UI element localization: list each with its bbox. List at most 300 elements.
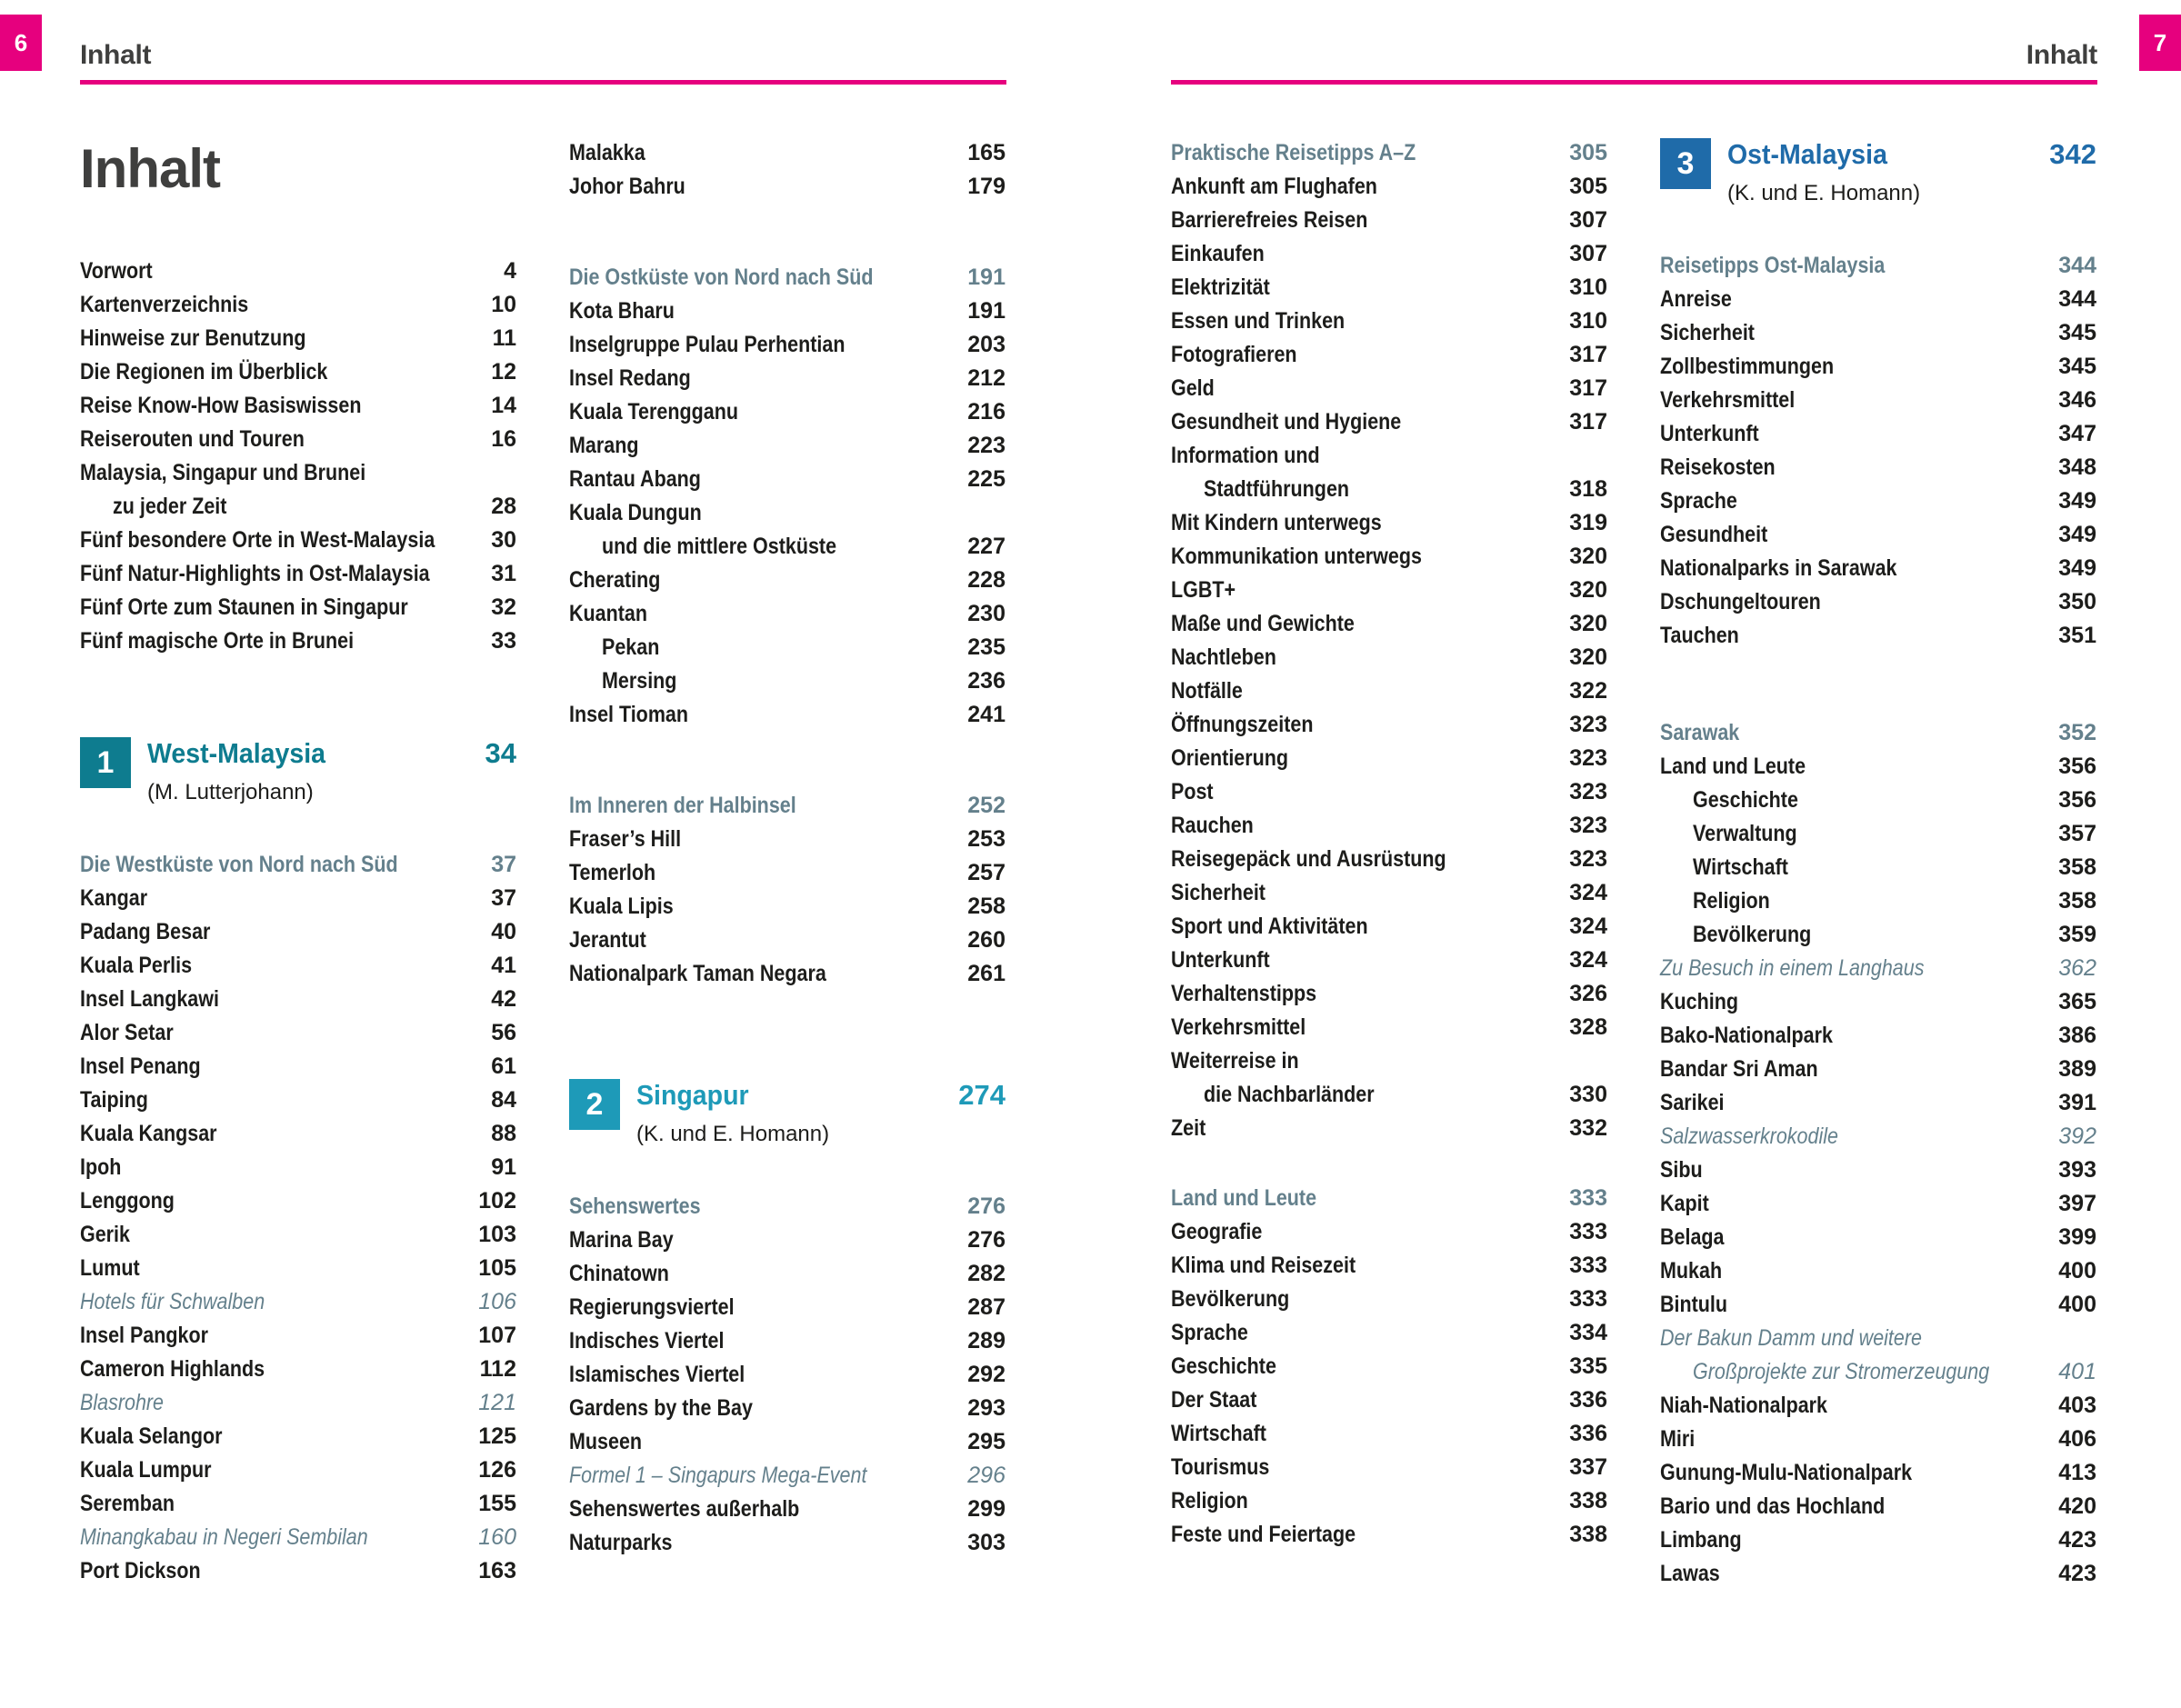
toc-entry (569, 496, 1005, 530)
entry-page-number: 349 (2058, 522, 2096, 547)
toc-entry (80, 1521, 516, 1554)
toc-entry (1171, 1011, 1607, 1044)
toc-entry (1171, 1417, 1607, 1451)
toc-subheading (569, 789, 1005, 823)
toc-entry (80, 983, 516, 1016)
entry-label: Geld (1171, 375, 1215, 401)
toc-entry (1660, 1355, 2096, 1389)
toc-subheading (1171, 1182, 1607, 1215)
entry-page-number: 307 (1569, 207, 1607, 233)
entry-label: Unterkunft (1660, 421, 1759, 446)
toc-entry (80, 1218, 516, 1252)
toc-entry (80, 1084, 516, 1117)
toc-entry (1660, 518, 2096, 552)
entry-label: Geschichte (1171, 1353, 1276, 1379)
toc-entry (80, 255, 516, 288)
entry-page-number: 336 (1569, 1387, 1607, 1413)
toc-entry (1660, 1389, 2096, 1423)
toc-entry (569, 1324, 1005, 1358)
entry-label: Gerik (80, 1222, 130, 1247)
entry-label: Fünf Orte zum Staunen in Singapur (80, 594, 408, 620)
entry-label: Geografie (1171, 1219, 1263, 1244)
entry-page-number: 423 (2058, 1527, 2096, 1553)
entry-label: und die mittlere Ostküste (602, 534, 837, 559)
entry-page-number: 191 (967, 298, 1005, 324)
toc-entry (569, 631, 1005, 664)
entry-page-number: 333 (1569, 1286, 1607, 1312)
entry-page-number: 84 (491, 1087, 516, 1113)
toc-entry (80, 1151, 516, 1184)
entry-label: Rauchen (1171, 813, 1254, 838)
entry-page-number: 107 (478, 1323, 516, 1348)
toc-entry (1171, 305, 1607, 338)
header-rule-right (1171, 80, 2097, 85)
entry-label: Naturparks (569, 1530, 673, 1555)
entry-page-number: 261 (967, 961, 1005, 986)
entry-page-number: 32 (491, 594, 516, 620)
entry-page-number: 30 (491, 527, 516, 553)
entry-label: die Nachbarländer (1204, 1082, 1375, 1107)
toc-column-4 (1660, 136, 2096, 1591)
chapter-number-badge: 2 (569, 1079, 620, 1130)
entry-page-number: 391 (2058, 1090, 2096, 1115)
entry-page-number: 318 (1569, 476, 1607, 502)
entry-label: Sarikei (1660, 1090, 1725, 1115)
toc-entry (1171, 170, 1607, 204)
entry-page-number: 310 (1569, 275, 1607, 300)
columns-right-page (1091, 136, 2181, 1591)
entry-label: Kommunikation unterwegs (1171, 544, 1422, 569)
entry-page-number: 310 (1569, 308, 1607, 334)
entry-page-number: 358 (2058, 854, 2096, 880)
entry-label: Johor Bahru (569, 174, 685, 199)
entry-label: Kuala Selangor (80, 1423, 223, 1449)
toc-entry (569, 1392, 1005, 1425)
entry-label: Nachtleben (1171, 644, 1276, 670)
toc-entry (1171, 876, 1607, 910)
subheading-page-number: 305 (1569, 140, 1607, 165)
toc-entry (1171, 473, 1607, 506)
toc-entry (1660, 1086, 2096, 1120)
toc-entry (569, 957, 1005, 991)
entry-page-number: 323 (1569, 745, 1607, 771)
toc-entry (1660, 1423, 2096, 1456)
entry-label: Öffnungszeiten (1171, 712, 1314, 737)
toc-entry (80, 1353, 516, 1386)
toc-entry (80, 624, 516, 658)
toc-entry (569, 1459, 1005, 1493)
toc-entry (1660, 1221, 2096, 1254)
entry-label: Kuala Perlis (80, 953, 193, 978)
toc-entry (1660, 1187, 2096, 1221)
entry-page-number: 258 (967, 894, 1005, 919)
entry-page-number: 28 (491, 494, 516, 519)
toc-entry (1660, 1557, 2096, 1591)
entry-label: Regierungsviertel (569, 1294, 735, 1320)
toc-entry (569, 1358, 1005, 1392)
toc-entry (1660, 817, 2096, 851)
toc-subheading (80, 848, 516, 882)
toc-entry (80, 915, 516, 949)
entry-label: Einkaufen (1171, 241, 1265, 266)
entry-page-number: 334 (1569, 1320, 1607, 1345)
entry-label: Verwaltung (1693, 821, 1797, 846)
toc-subheading (569, 261, 1005, 295)
entry-label: Stadtführungen (1204, 476, 1350, 502)
entry-label: Miri (1660, 1426, 1696, 1452)
toc-entry (1171, 1078, 1607, 1112)
entry-label: Religion (1171, 1488, 1248, 1513)
toc-entry (569, 170, 1005, 204)
entry-label: Zollbestimmungen (1660, 354, 1835, 379)
entry-page-number: 337 (1569, 1454, 1607, 1480)
entry-page-number: 359 (2058, 922, 2096, 947)
toc-entry (1660, 283, 2096, 316)
entry-page-number: 216 (967, 399, 1005, 425)
toc-entry (569, 698, 1005, 732)
entry-label: Post (1171, 779, 1214, 804)
entry-label: Fraser’s Hill (569, 826, 682, 852)
entry-page-number: 4 (504, 258, 516, 284)
toc-entry (569, 1425, 1005, 1459)
entry-page-number: 223 (967, 433, 1005, 458)
entry-page-number: 236 (967, 668, 1005, 694)
toc-entry (1660, 585, 2096, 619)
entry-label: Jerantut (569, 927, 646, 953)
toc-entry (569, 924, 1005, 957)
toc-entry (569, 295, 1005, 328)
spacer (80, 658, 516, 735)
entry-page-number: 292 (967, 1362, 1005, 1387)
entry-label: Fünf magische Orte in Brunei (80, 628, 355, 654)
toc-entry (1171, 1383, 1607, 1417)
toc-entry (569, 1257, 1005, 1291)
toc-entry (80, 1252, 516, 1285)
spacer (1171, 1145, 1607, 1182)
entry-page-number: 126 (478, 1457, 516, 1483)
page-left (0, 0, 1090, 1708)
entry-label: Essen und Trinken (1171, 308, 1346, 334)
subheading-label: Praktische Reisetipps A–Z (1171, 140, 1416, 165)
toc-subheading (1660, 716, 2096, 750)
entry-label: Fotografieren (1171, 342, 1297, 367)
entry-label: Großprojekte zur Stromerzeugung (1693, 1359, 1990, 1384)
subheading-page-number: 333 (1569, 1185, 1607, 1211)
toc-entry (80, 1453, 516, 1487)
subheading-page-number: 344 (2058, 253, 2096, 278)
toc-entry (1171, 1283, 1607, 1316)
entry-page-number: 296 (967, 1463, 1005, 1488)
entry-label: Wirtschaft (1693, 854, 1788, 880)
entry-page-number: 347 (2058, 421, 2096, 446)
entry-label: Zu Besuch in einem Langhaus (1660, 955, 1925, 981)
toc-entry (569, 597, 1005, 631)
entry-label: Kartenverzeichnis (80, 292, 249, 317)
entry-label: Kuantan (569, 601, 647, 626)
entry-label: Bario und das Hochland (1660, 1493, 1886, 1519)
entry-page-number: 401 (2058, 1359, 2096, 1384)
subheading-page-number: 352 (2058, 720, 2096, 745)
entry-label: Sehenswertes außerhalb (569, 1496, 800, 1522)
entry-page-number: 358 (2058, 888, 2096, 914)
entry-label: Mit Kindern unterwegs (1171, 510, 1382, 535)
entry-page-number: 61 (491, 1054, 516, 1079)
toc-entry (1660, 451, 2096, 484)
entry-label: Bintulu (1660, 1292, 1728, 1317)
running-header-right: Inhalt (2026, 40, 2097, 70)
entry-label: Lenggong (80, 1188, 175, 1214)
entry-page-number: 203 (967, 332, 1005, 357)
subheading-page-number: 276 (967, 1194, 1005, 1219)
entry-page-number: 333 (1569, 1219, 1607, 1244)
entry-label: Kuala Terengganu (569, 399, 738, 425)
entry-page-number: 320 (1569, 611, 1607, 636)
toc-entry (1171, 708, 1607, 742)
page-number-tab-right: 7 (2139, 15, 2181, 71)
chapter-heading (80, 735, 516, 823)
entry-label: Kapit (1660, 1191, 1709, 1216)
toc-entry (569, 1526, 1005, 1560)
chapter-title: Ost-Malaysia (1727, 138, 1887, 170)
entry-label: Geschichte (1693, 787, 1798, 813)
entry-label: Sprache (1171, 1320, 1248, 1345)
entry-page-number: 317 (1569, 375, 1607, 401)
toc-entry (1171, 1350, 1607, 1383)
entry-page-number: 121 (478, 1390, 516, 1415)
entry-label: Kuching (1660, 989, 1738, 1014)
entry-page-number: 260 (967, 927, 1005, 953)
entry-label: Sicherheit (1660, 320, 1755, 345)
entry-page-number: 323 (1569, 846, 1607, 872)
entry-page-number: 160 (478, 1524, 516, 1550)
entry-label: Chinatown (569, 1261, 669, 1286)
spacer (1660, 224, 2096, 249)
entry-label: Port Dickson (80, 1558, 201, 1583)
toc-entry (1660, 784, 2096, 817)
entry-page-number: 14 (491, 393, 516, 418)
toc-entry (80, 949, 516, 983)
toc-entry (1171, 977, 1607, 1011)
toc-entry (1660, 1523, 2096, 1557)
entry-page-number: 324 (1569, 914, 1607, 939)
toc-entry (1171, 439, 1607, 473)
entry-label: Unterkunft (1171, 947, 1270, 973)
chapter-title-row (147, 735, 516, 777)
toc-column-1 (80, 136, 516, 1588)
entry-page-number: 33 (491, 628, 516, 654)
entry-page-number: 323 (1569, 813, 1607, 838)
entry-label: Bevölkerung (1171, 1286, 1290, 1312)
entry-page-number: 155 (478, 1491, 516, 1516)
toc-entry (1171, 237, 1607, 271)
toc-entry (1660, 1120, 2096, 1154)
entry-label: Seremban (80, 1491, 175, 1516)
entry-page-number: 11 (492, 325, 516, 351)
entry-label: Hinweise zur Benutzung (80, 325, 306, 351)
entry-page-number: 392 (2058, 1124, 2096, 1149)
page-header-left (0, 0, 1090, 136)
entry-page-number: 324 (1569, 947, 1607, 973)
entry-page-number: 386 (2058, 1023, 2096, 1048)
entry-label: Insel Penang (80, 1054, 201, 1079)
header-rule-left (80, 80, 1006, 85)
entry-page-number: 345 (2058, 354, 2096, 379)
entry-page-number: 330 (1569, 1082, 1607, 1107)
toc-entry (80, 1487, 516, 1521)
entry-page-number: 349 (2058, 488, 2096, 514)
spacer (569, 991, 1005, 1077)
entry-label: Kuala Kangsar (80, 1121, 217, 1146)
entry-label: Minangkabau in Negeri Sembilan (80, 1524, 368, 1550)
toc-entry (1660, 1288, 2096, 1322)
spacer (1660, 653, 2096, 716)
toc-entry (1171, 809, 1607, 843)
entry-page-number: 299 (967, 1496, 1005, 1522)
toc-entry (569, 429, 1005, 463)
toc-entry (1171, 1112, 1607, 1145)
entry-label: Nationalpark Taman Negara (569, 961, 826, 986)
toc-entry (1660, 316, 2096, 350)
chapter-heading-body (636, 1077, 1005, 1150)
entry-label: Reiserouten und Touren (80, 426, 305, 452)
entry-page-number: 212 (967, 365, 1005, 391)
toc-entry (569, 463, 1005, 496)
toc-entry (1660, 1490, 2096, 1523)
chapter-author: (K. und E. Homann) (1727, 181, 1921, 205)
entry-page-number: 317 (1569, 342, 1607, 367)
toc-entry (80, 882, 516, 915)
entry-label: Weiterreise in (1171, 1048, 1299, 1074)
toc-entry (1660, 851, 2096, 884)
entry-page-number: 336 (1569, 1421, 1607, 1446)
page-right (1091, 0, 2181, 1708)
entry-page-number: 40 (491, 919, 516, 944)
entry-page-number: 338 (1569, 1522, 1607, 1547)
entry-page-number: 228 (967, 567, 1005, 593)
entry-label: Maße und Gewichte (1171, 611, 1355, 636)
entry-label: Blasrohre (80, 1390, 165, 1415)
entry-label: Gunung-Mulu-Nationalpark (1660, 1460, 1913, 1485)
entry-label: Verkehrsmittel (1660, 387, 1796, 413)
toc-entry (1171, 271, 1607, 305)
entry-label: Gesundheit und Hygiene (1171, 409, 1402, 434)
toc-entry (1171, 742, 1607, 775)
toc-entry (569, 136, 1005, 170)
entry-page-number: 389 (2058, 1056, 2096, 1082)
page-number-tab-left: 6 (0, 15, 42, 71)
toc-entry (569, 530, 1005, 564)
entry-label: zu jeder Zeit (113, 494, 227, 519)
spacer (569, 1164, 1005, 1190)
entry-label: Verhaltenstipps (1171, 981, 1317, 1006)
page-header-right (1091, 0, 2181, 136)
entry-label: Insel Tioman (569, 702, 689, 727)
entry-page-number: 346 (2058, 387, 2096, 413)
entry-label: Rantau Abang (569, 466, 701, 492)
toc-entry (1171, 540, 1607, 574)
toc-entry (1660, 1322, 2096, 1355)
toc-entry (569, 1493, 1005, 1526)
toc-entry (569, 328, 1005, 362)
entry-page-number: 103 (478, 1222, 516, 1247)
entry-page-number: 335 (1569, 1353, 1607, 1379)
entry-page-number: 356 (2058, 754, 2096, 779)
entry-page-number: 338 (1569, 1488, 1607, 1513)
toc-entry (569, 1291, 1005, 1324)
entry-page-number: 324 (1569, 880, 1607, 905)
toc-title: Inhalt (80, 138, 220, 199)
chapter-title: Singapur (636, 1079, 749, 1111)
entry-label: Belaga (1660, 1224, 1725, 1250)
entry-page-number: 295 (967, 1429, 1005, 1454)
toc-entry (1171, 843, 1607, 876)
entry-label: Mersing (602, 668, 677, 694)
toc-entry (1660, 1154, 2096, 1187)
chapter-title-row (1727, 136, 2096, 178)
subheading-label: Im Inneren der Halbinsel (569, 793, 796, 818)
entry-page-number: 345 (2058, 320, 2096, 345)
toc-entry (569, 362, 1005, 395)
entry-page-number: 105 (478, 1255, 516, 1281)
toc-entry (1171, 405, 1607, 439)
chapter-heading (569, 1077, 1005, 1164)
toc-entry (80, 1016, 516, 1050)
toc-entry (1171, 372, 1607, 405)
toc-entry (1171, 641, 1607, 674)
toc-entry (1171, 775, 1607, 809)
entry-page-number: 88 (491, 1121, 516, 1146)
entry-label: Klima und Reisezeit (1171, 1253, 1356, 1278)
toc-entry (1171, 944, 1607, 977)
entry-label: Alor Setar (80, 1020, 174, 1045)
entry-page-number: 163 (478, 1558, 516, 1583)
toc-entry (80, 557, 516, 591)
toc-entry (80, 1319, 516, 1353)
toc-entry (1660, 350, 2096, 384)
entry-label: Barrierefreies Reisen (1171, 207, 1368, 233)
entry-page-number: 179 (967, 174, 1005, 199)
entry-label: Sibu (1660, 1157, 1703, 1183)
entry-label: Kota Bharu (569, 298, 675, 324)
toc-entry (80, 1420, 516, 1453)
toc-entry (1660, 884, 2096, 918)
entry-label: Reisekosten (1660, 454, 1776, 480)
entry-label: Ipoh (80, 1154, 122, 1180)
entry-page-number: 125 (478, 1423, 516, 1449)
toc-subheading (1171, 136, 1607, 170)
toc-entry (80, 490, 516, 524)
toc-entry (80, 524, 516, 557)
entry-label: Land und Leute (1660, 754, 1806, 779)
toc-entry (80, 389, 516, 423)
toc-entry (80, 355, 516, 389)
toc-entry (1171, 1249, 1607, 1283)
entry-label: Temerloh (569, 860, 656, 885)
toc-entry (1660, 1254, 2096, 1288)
entry-label: Dschungeltouren (1660, 589, 1821, 614)
entry-page-number: 106 (478, 1289, 516, 1314)
entry-label: Bevölkerung (1693, 922, 1812, 947)
entry-page-number: 276 (967, 1227, 1005, 1253)
entry-label: Insel Langkawi (80, 986, 219, 1012)
entry-page-number: 31 (491, 561, 516, 586)
chapter-page-number: 342 (2049, 138, 2096, 170)
entry-page-number: 326 (1569, 981, 1607, 1006)
entry-label: Pekan (602, 634, 660, 660)
toc-entry (1660, 1053, 2096, 1086)
subheading-label: Die Westküste von Nord nach Süd (80, 852, 398, 877)
entry-label: Feste und Feiertage (1171, 1522, 1356, 1547)
